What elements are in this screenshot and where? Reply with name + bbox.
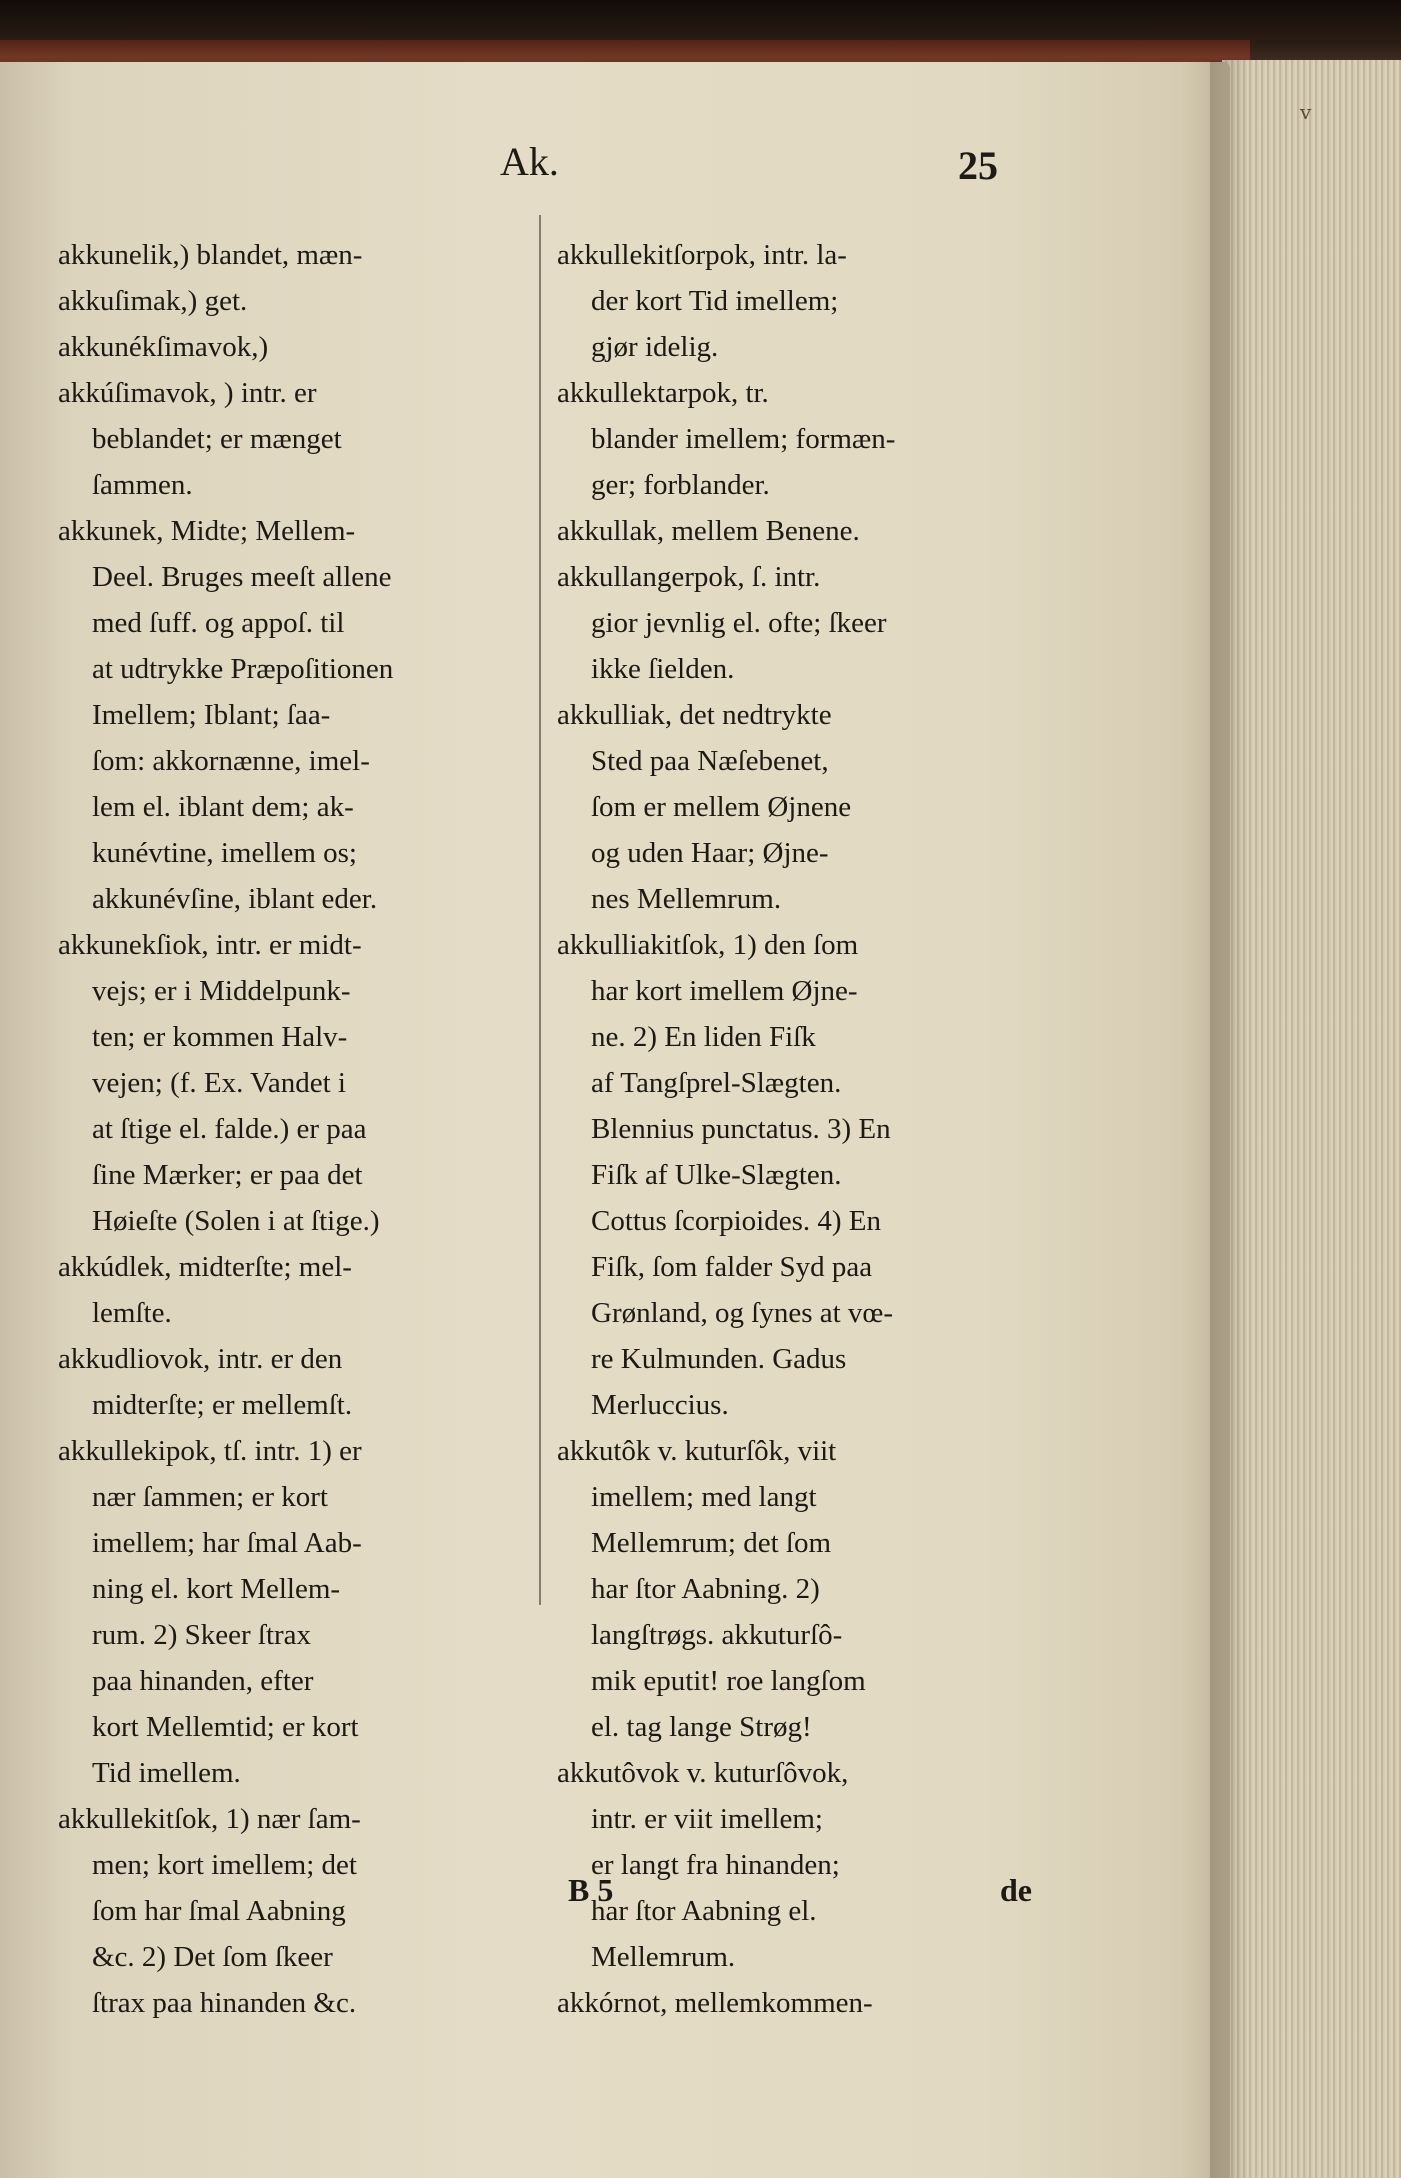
entry-line: imellem; har ſmal Aab- bbox=[92, 1527, 362, 1559]
gutter-shade bbox=[1210, 60, 1250, 2178]
entry-line: Imellem; Iblant; ſaa- bbox=[92, 699, 331, 731]
entry-line: rum. 2) Skeer ſtrax bbox=[92, 1619, 312, 1651]
entry-line: med ſuff. og appoſ. til bbox=[92, 607, 345, 639]
entry-line: imellem; med langt bbox=[591, 1481, 817, 1513]
entry-line: ning el. kort Mellem- bbox=[92, 1573, 341, 1605]
entry-line: ſammen. bbox=[92, 469, 193, 501]
entry-line: beblandet; er mænget bbox=[92, 423, 342, 455]
entry-line: akkullekitſorpok, intr. la- bbox=[557, 239, 847, 271]
entry-line: Tid imellem. bbox=[92, 1757, 241, 1789]
entry-line: nes Mellemrum. bbox=[591, 883, 782, 915]
entry-line: af Tangſprel-Slægten. bbox=[591, 1067, 842, 1099]
entry-line: nær ſammen; er kort bbox=[92, 1481, 328, 1513]
entry-akkornot bbox=[557, 1980, 1065, 2026]
entry-akkullekipok bbox=[58, 1428, 536, 1796]
page-number: 25 bbox=[958, 143, 998, 188]
entry-line: og uden Haar; Øjne- bbox=[591, 837, 829, 869]
right-column bbox=[557, 232, 1065, 2026]
entry-line: ikke ſielden. bbox=[591, 653, 735, 685]
entry-line: akkunévſine, iblant eder. bbox=[92, 883, 378, 915]
edge-mark: v bbox=[1300, 100, 1312, 124]
entry-line: paa hinanden, efter bbox=[92, 1665, 314, 1697]
entry-line: kort Mellemtid; er kort bbox=[92, 1711, 359, 1743]
entry-line: akkunek, Midte; Mellem- bbox=[58, 515, 356, 547]
running-head: Ak. bbox=[500, 139, 559, 184]
entry-line: vejen; (f. Ex. Vandet i bbox=[92, 1067, 346, 1099]
entry-line: men; kort imellem; det bbox=[92, 1849, 357, 1881]
entry-akkulliak bbox=[557, 692, 1065, 922]
entry-line: akkudliovok, intr. er den bbox=[58, 1343, 343, 1375]
entry-line: har kort imellem Øjne- bbox=[591, 975, 858, 1007]
entry-akkunek bbox=[58, 508, 536, 922]
entry-line: midterſte; er mellemſt. bbox=[92, 1389, 353, 1421]
entry-line: akkúdlek, midterſte; mel- bbox=[58, 1251, 352, 1283]
entry-line: ne. 2) En liden Fiſk bbox=[591, 1021, 816, 1053]
entry-akkunelik bbox=[58, 232, 536, 508]
entry-line: akkórnot, mellemkommen- bbox=[557, 1987, 873, 2019]
entry-line: akkúſimavok, ) intr. er bbox=[58, 377, 317, 409]
entry-line: Mellemrum; det ſom bbox=[591, 1527, 832, 1559]
entry-line: ten; er kommen Halv- bbox=[92, 1021, 348, 1053]
entry-line: ſom har ſmal Aabning bbox=[92, 1895, 346, 1927]
entry-line: akkunekſiok, intr. er midt- bbox=[58, 929, 362, 961]
entry-line: Høieſte (Solen i at ſtige.) bbox=[92, 1205, 380, 1237]
entry-line: Cottus ſcorpioides. 4) En bbox=[591, 1205, 881, 1237]
entry-line: akkullektarpok, tr. bbox=[557, 377, 769, 409]
entry-akkudlek bbox=[58, 1244, 536, 1336]
signature-mark: B 5 bbox=[568, 1872, 614, 1908]
entry-akkudliovok bbox=[58, 1336, 536, 1428]
entry-line: akkullak, mellem Benene. bbox=[557, 515, 860, 547]
entry-akkullektarpok bbox=[557, 370, 1065, 508]
entry-line: Deel. Bruges meeſt allene bbox=[92, 561, 392, 593]
entry-line: akkutôk v. kuturſôk, viit bbox=[557, 1435, 837, 1467]
entry-line: ſtrax paa hinanden &c. bbox=[92, 1987, 357, 2019]
entry-line: ſom er mellem Øjnene bbox=[591, 791, 852, 823]
entry-line: Fiſk, ſom falder Syd paa bbox=[591, 1251, 873, 1283]
catchword: de bbox=[1000, 1872, 1032, 1908]
entry-line: akkulliakitſok, 1) den ſom bbox=[557, 929, 859, 961]
entry-line: gior jevnlig el. ofte; ſkeer bbox=[591, 607, 887, 639]
entry-akkullekitſok bbox=[58, 1796, 536, 2026]
entry-akkunekſiok bbox=[58, 922, 536, 1244]
entry-akkutok bbox=[557, 1428, 1065, 1750]
entry-line: ger; forblander. bbox=[591, 469, 770, 501]
entry-line: akkullangerpok, ſ. intr. bbox=[557, 561, 821, 593]
entry-line: er langt fra hinanden; bbox=[591, 1849, 840, 1881]
entry-line: akkunékſimavok,) bbox=[58, 331, 269, 363]
column-rule bbox=[539, 215, 541, 1605]
entry-akkullangerpok bbox=[557, 554, 1065, 692]
entry-line: Sted paa Næſebenet, bbox=[591, 745, 829, 777]
entry-akkullak bbox=[557, 508, 1065, 554]
entry-line: gjør idelig. bbox=[591, 331, 719, 363]
entry-line: mik eputit! roe langſom bbox=[591, 1665, 866, 1697]
entry-line: &c. 2) Det ſom ſkeer bbox=[92, 1941, 333, 1973]
entry-line: akkutôvok v. kuturſôvok, bbox=[557, 1757, 849, 1789]
entry-line: har ſtor Aabning el. bbox=[591, 1895, 817, 1927]
entry-line: Grønland, og ſynes at vœ- bbox=[591, 1297, 894, 1329]
entry-line: har ſtor Aabning. 2) bbox=[591, 1573, 820, 1605]
entry-line: Blennius punctatus. 3) En bbox=[591, 1113, 891, 1145]
entry-akkullekitſorpok bbox=[557, 232, 1065, 370]
entry-line: re Kulmunden. Gadus bbox=[591, 1343, 847, 1375]
entry-line: akkullekipok, tſ. intr. 1) er bbox=[58, 1435, 362, 1467]
entry-line: vejs; er i Middelpunk- bbox=[92, 975, 351, 1007]
entry-line: intr. er viit imellem; bbox=[591, 1803, 823, 1835]
entry-line: el. tag lange Strøg! bbox=[591, 1711, 812, 1743]
entry-line: Merluccius. bbox=[591, 1389, 729, 1421]
entry-line: lemſte. bbox=[92, 1297, 172, 1329]
entry-line: akkullekitſok, 1) nær ſam- bbox=[58, 1803, 361, 1835]
entry-line: lem el. iblant dem; ak- bbox=[92, 791, 354, 823]
entry-line: kunévtine, imellem os; bbox=[92, 837, 357, 869]
left-column bbox=[58, 232, 536, 2026]
entry-line: Fiſk af Ulke-Slægten. bbox=[591, 1159, 842, 1191]
entry-line: akkulliak, det nedtrykte bbox=[557, 699, 832, 731]
entry-line: langſtrøgs. akkuturſô- bbox=[591, 1619, 843, 1651]
entry-line: at udtrykke Præpoſitionen bbox=[92, 653, 394, 685]
entry-line: ſine Mærker; er paa det bbox=[92, 1159, 363, 1191]
entry-line: akkunelik,) blandet, mæn- bbox=[58, 239, 363, 271]
entry-line: akkuſimak,) get. bbox=[58, 285, 248, 317]
entry-akkulliakitſok bbox=[557, 922, 1065, 1428]
entry-line: blander imellem; formæn- bbox=[591, 423, 896, 455]
entry-akkutovok bbox=[557, 1750, 1065, 1980]
entry-line: der kort Tid imellem; bbox=[591, 285, 839, 317]
entry-line: ſom: akkornænne, imel- bbox=[92, 745, 370, 777]
entry-line: Mellemrum. bbox=[591, 1941, 736, 1973]
entry-line: at ſtige el. falde.) er paa bbox=[92, 1113, 367, 1145]
